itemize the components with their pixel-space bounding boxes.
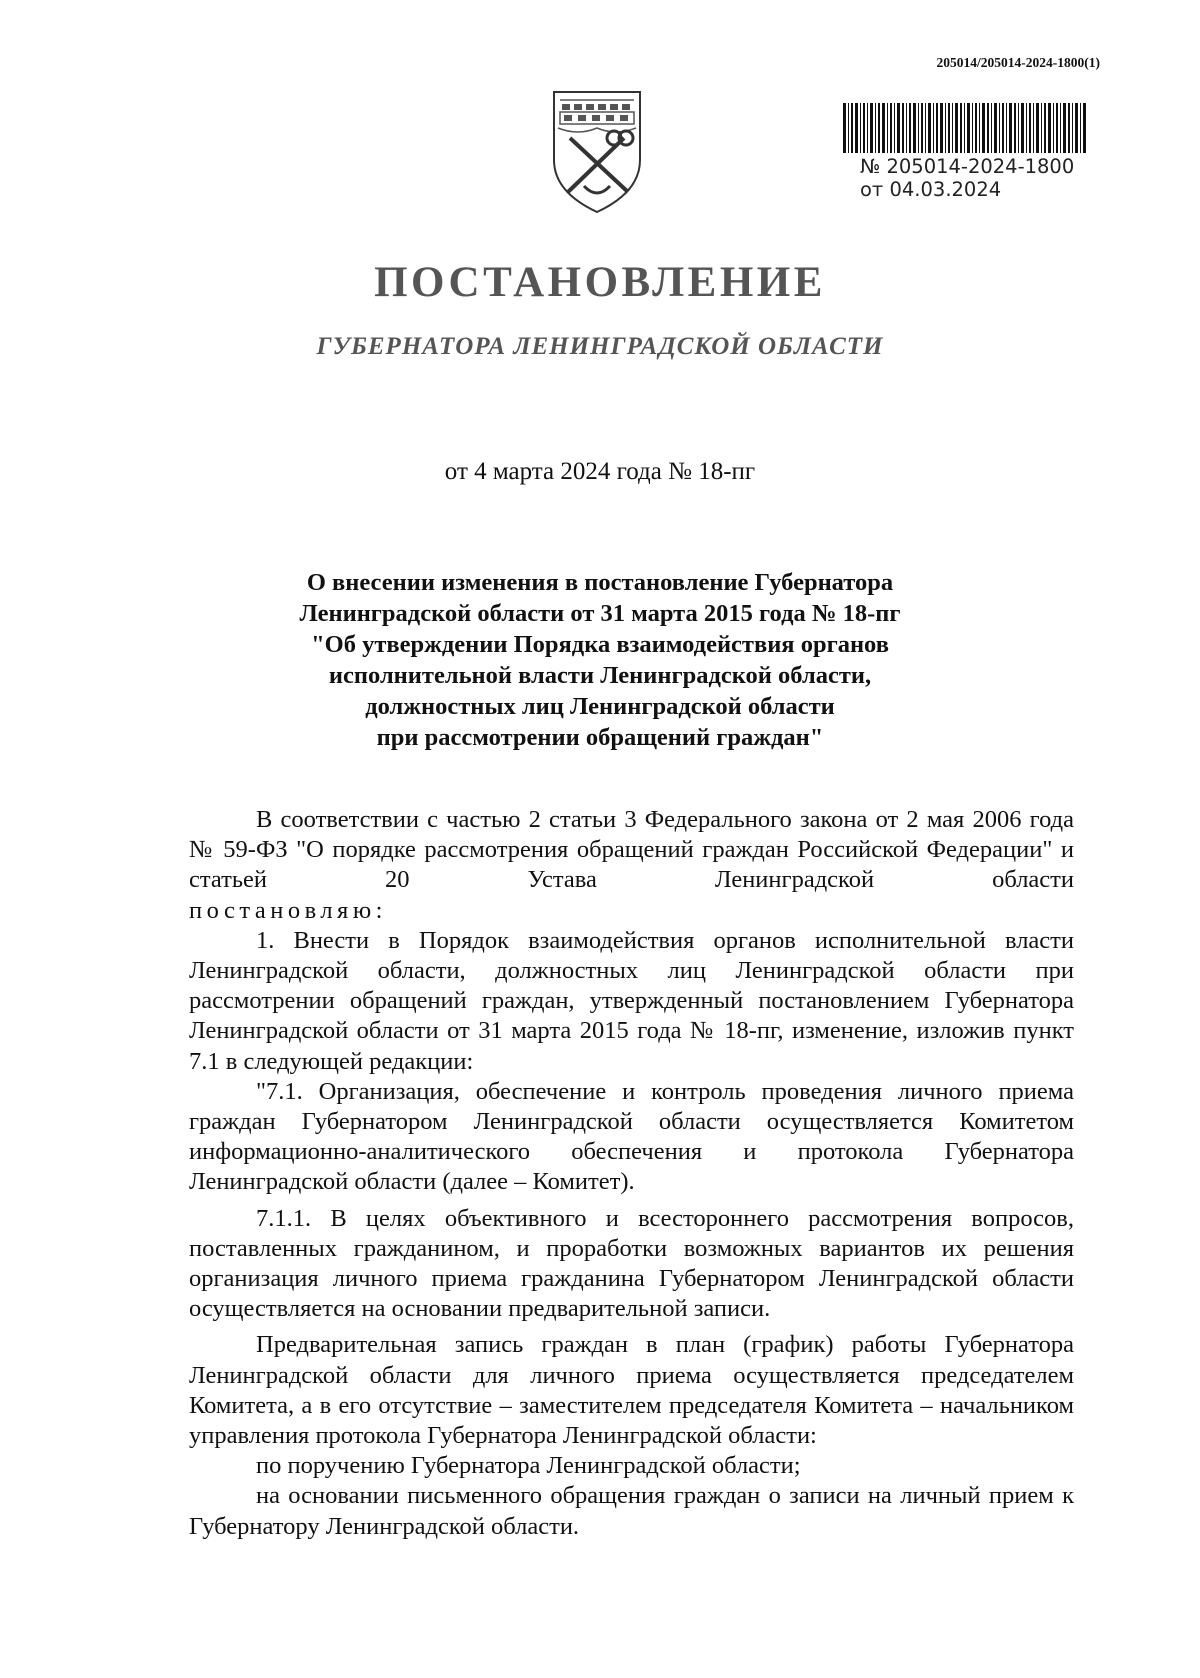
preliminary-record-paragraph: Предварительная запись граждан в план (график) работы Губернатора Ленинградской области для личного приема осуществляется председателем Комитета, а в его отсутствие – заместителем председателя Комитета – начальником управления протокола Губернатора Ленинградской области: [189,1331,1074,1450]
preamble-paragraph: В соответствии с частью 2 статьи 3 Федерального закона от 2 мая 2006 года № 59-ФЗ "О порядке рассмотрения обращений граждан Российской Федерации" и статьей 20 Устава Ленинградской области [189,806,1074,894]
registration-date: от 04.03.2024 [860,178,1002,201]
heading-line: Ленинградской области от 31 марта 2015 года № 18-пг [299,600,901,627]
registration-stamp [860,155,1074,201]
heading-line: "Об утверждении Порядка взаимодействия органов [311,631,889,658]
document-heading [0,567,1200,753]
heading-line: О внесении изменения в постановление Губернатора [306,569,894,596]
heading-line: исполнительной власти Ленинградской области, [328,662,872,689]
by-order-paragraph: по поручению Губернатора Ленинградской области; [256,1452,801,1480]
barcode-icon [843,103,1087,153]
coat-of-arms-icon [548,88,646,216]
paragraph-7-1: "7.1. Организация, обеспечение и контроль проведения личного приема граждан Губернатором Ленинградской области осуществляется Комитетом информационно-аналитического обеспечения и протокола Губернатора Ленинградской области (далее – Комитет). [189,1077,1074,1196]
resolve-word: постановляю: [189,896,387,924]
heading-line: должностных лиц Ленинградской области [365,693,835,720]
document-subtitle: ГУБЕРНАТОРА ЛЕНИНГРАДСКОЙ ОБЛАСТИ [316,333,884,360]
document-date-number: от 4 марта 2024 года № 18-пг [444,458,756,485]
document-title: ПОСТАНОВЛЕНИЕ [374,259,826,306]
document-body [189,805,1074,1542]
written-request-paragraph: на основании письменного обращения граждан о записи на личный прием к Губернатору Ленинградской области. [189,1482,1074,1540]
item-1-paragraph: 1. Внести в Порядок взаимодействия органов исполнительной власти Ленинградской области, должностных лиц Ленинградской области при рассмотрении обращений граждан, утвержденный постановлением Губернатора Ленинградской области от 31 марта 2015 года № 18-пг, изменение, изложив пункт 7.1 в следующей редакции: [189,926,1074,1075]
registration-number: № 205014-2024-1800 [860,155,1075,178]
document-code: 205014/205014-2024-1800(1) [936,55,1100,70]
paragraph-7-1-1: 7.1.1. В целях объективного и всестороннего рассмотрения вопросов, поставленных гражданином, и проработки возможных вариантов их решения организация личного приема гражданина Губернатором Ленинградской области осуществляется на основании предварительной записи. [189,1204,1074,1323]
heading-line: при рассмотрении обращений граждан" [376,724,824,751]
